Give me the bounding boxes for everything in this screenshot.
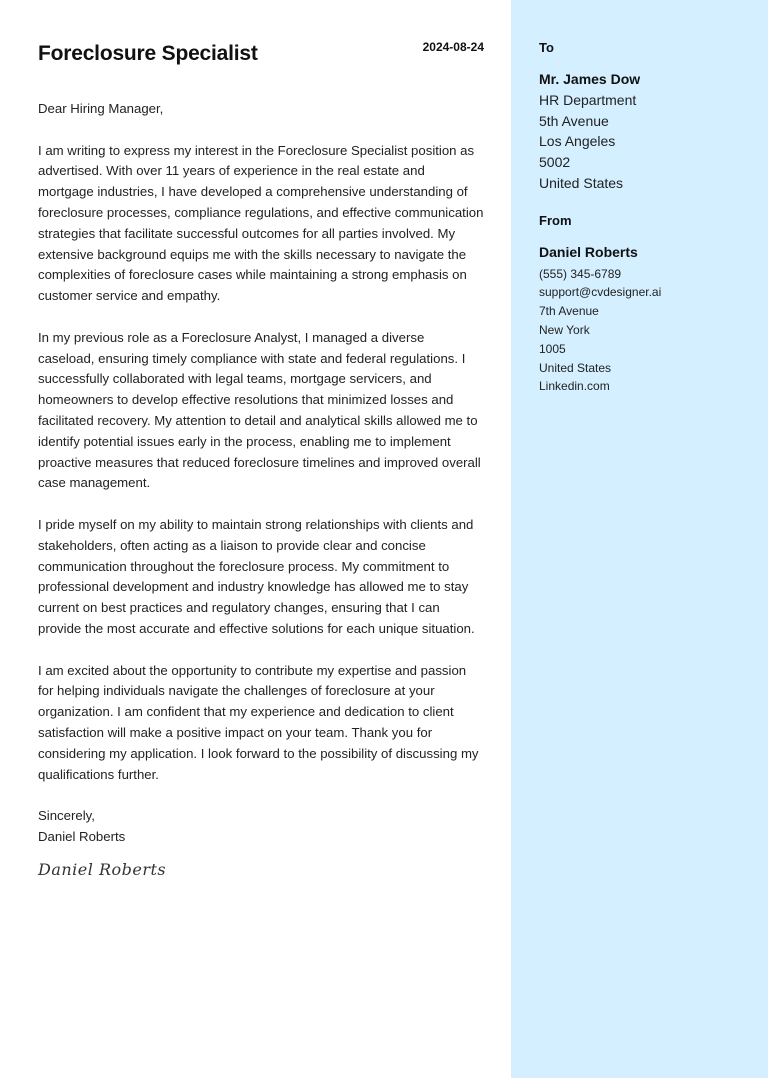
paragraph-1: I am writing to express my interest in the Foreclosure Specialist position as advertised. With over 11 years of experience in the real estate and mortgage industries, I have developed a comprehensive understanding of foreclosure processes, compliance regulations, and effective communication strategies that facilitate successful outcomes for all parties involved. My extensive background equips me with the skills necessary to navigate the complexities of foreclosure cases while maintaining a strong emphasis on customer service and empathy. xyxy=(38,142,484,304)
sender-name: Daniel Roberts xyxy=(539,243,638,260)
sender-city: New York xyxy=(539,322,590,337)
sender-zip: 1005 xyxy=(539,341,566,356)
from-heading: From xyxy=(539,212,572,228)
recipient-city: Los Angeles xyxy=(539,133,616,150)
recipient-name: Mr. James Dow xyxy=(539,71,641,87)
paragraph-3: I pride myself on my ability to maintain strong relationships with clients and stakeholders, often acting as a liaison to provide clear and concise communication throughout the foreclosure process. My commitment to professional development and industry knowledge has allowed me to stay current on best practices and regulatory changes, ensuring that I can provide the most accurate and effective solutions for each unique situation. xyxy=(38,516,475,636)
sender-country: United States xyxy=(539,360,612,375)
recipient-department: HR Department xyxy=(539,91,637,108)
paragraph-4: I am excited about the opportunity to contribute my expertise and passion for helping individuals navigate the challenges of foreclosure at your organization. I am confident that my experience and dedication to client satisfaction will make a positive impact on your team. Thank you for considering my application. I look forward to the possibility of discussing my qualifications further. xyxy=(38,662,479,782)
closing-phrase: Sincerely, xyxy=(38,808,95,824)
sender-email: support@cvdesigner.ai xyxy=(539,285,662,300)
letter-body xyxy=(38,99,484,880)
to-heading: To xyxy=(539,40,554,55)
closing-block xyxy=(38,806,484,848)
recipient-block xyxy=(539,69,759,194)
recipient-country: United States xyxy=(539,174,624,191)
sender-linkedin: Linkedin.com xyxy=(539,379,610,394)
sidebar-content xyxy=(539,40,759,396)
sender-block xyxy=(539,242,759,396)
recipient-street: 5th Avenue xyxy=(539,112,609,129)
contact-sidebar xyxy=(511,0,768,1078)
letter-date: 2024-08-24 xyxy=(422,40,484,54)
closing-name: Daniel Roberts xyxy=(38,828,126,844)
paragraph-2: In my previous role as a Foreclosure Analyst, I managed a diverse caseload, ensuring timely compliance with state and federal regulations. I successfully collaborated with legal teams, mortgage servicers, and homeowners to develop effective resolutions that minimized losses and facilitated recovery. My attention to detail and analytical skills allowed me to identify potential issues early in the process, enabling me to implement proactive measures that reduced foreclosure timelines and improved overall case management. xyxy=(38,329,481,491)
recipient-zip: 5002 xyxy=(539,154,571,171)
salutation: Dear Hiring Manager, xyxy=(38,101,164,116)
sender-phone: (555) 345-6789 xyxy=(539,266,622,281)
sender-street: 7th Avenue xyxy=(539,304,599,319)
letter-title: Foreclosure Specialist xyxy=(38,42,258,65)
handwritten-signature: Daniel Roberts xyxy=(38,859,167,879)
